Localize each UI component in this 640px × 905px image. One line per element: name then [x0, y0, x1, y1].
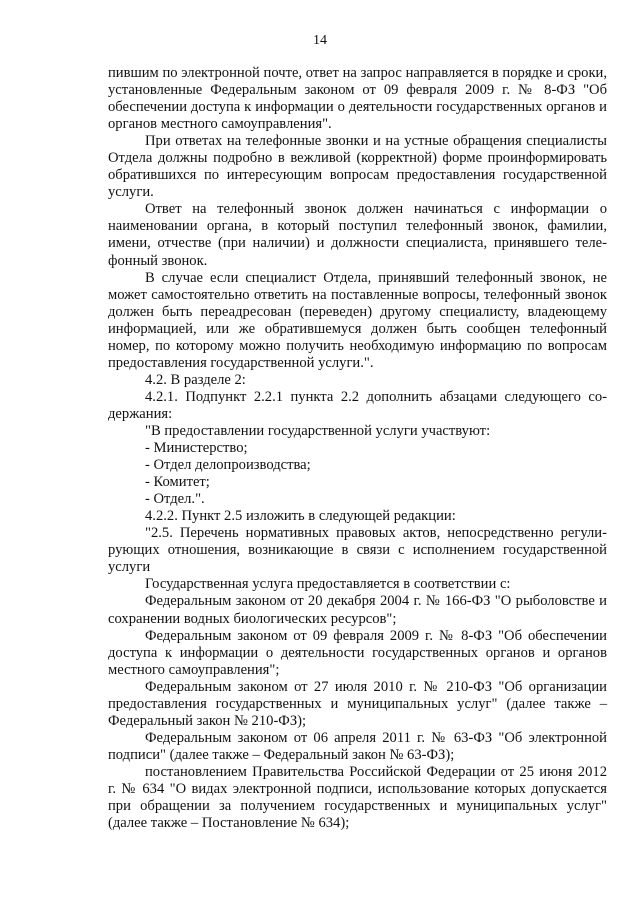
legal-act-item: Федеральным законом от 27 июля 2010 г. № 210-ФЗ "Об организации предоставления государственных и муниципальных услуг" (далее также – Федеральный закон № 210-ФЗ);: [108, 678, 607, 729]
list-item: - Министерство;: [145, 440, 248, 457]
page-number: 14: [313, 33, 327, 48]
list-item: - Отдел.".: [145, 491, 205, 508]
legal-act-item: Федеральным законом от 06 апреля 2011 г. № 63-ФЗ "Об электронной подписи" (далее также – Федеральный закон № 63-ФЗ);: [108, 729, 607, 763]
legal-act-item: Федеральным законом от 09 февраля 2009 г. № 8-ФЗ "Об обеспечении доступа к информации о деятельности государственных органов и органов местного самоуправления";: [108, 627, 607, 678]
document-body: [108, 65, 607, 832]
paragraph: "В предоставлении государственной услуги участвуют:: [145, 422, 491, 439]
paragraph: 4.2.1. Подпункт 2.2.1 пункта 2.2 дополнить абзацами следующего содержания:: [108, 388, 607, 422]
section-heading: 4.2. В разделе 2:: [145, 371, 246, 388]
paragraph: Ответ на телефонный звонок должен начинаться с информации о наименовании органа, в который поступил телефонный звонок, фамилии, имени, отчестве (при наличии) и должности специалиста, принявшего телефонный звонок.: [108, 201, 607, 269]
legal-act-item: постановлением Правительства Российской Федерации от 25 июня 2012 г. № 634 "О видах электронной подписи, использование которых допускается при обращении за получением государственных и муниципальных услуг" (далее также – Постановление № 634);: [108, 763, 607, 832]
paragraph: "2.5. Перечень нормативных правовых актов, непосредственно регулирующих отношения, возникающие в связи с исполнением государственной услуги: [108, 525, 607, 576]
paragraph: Государственная услуга предоставляется в соответствии с:: [145, 576, 511, 593]
paragraph: В случае если специалист Отдела, принявший телефонный звонок, не может самостоятельно ответить на поставленные вопросы, телефонный звонок должен быть переадресован (переведен) другому специалисту, владеющему информацией, или же обратившемуся должен быть сообщен телефонный номер, по которому можно получить необходимую информацию по вопросам предоставления государственной услуги.".: [108, 269, 607, 371]
list-item: - Комитет;: [145, 474, 210, 491]
paragraph: При ответах на телефонные звонки и на устные обращения специалисты Отдела должны подробно в вежливой (корректной) форме проинформировать обратившихся по интересующим вопросам предоставления государственной услуги.: [108, 133, 607, 201]
list-item: - Отдел делопроизводства;: [145, 457, 311, 474]
paragraph: 4.2.2. Пункт 2.5 изложить в следующей редакции:: [145, 508, 456, 525]
legal-act-item: Федеральным законом от 20 декабря 2004 г. № 166-ФЗ "О рыболовстве и сохранении водных биологических ресурсов";: [108, 593, 607, 627]
paragraph: пившим по электронной почте, ответ на запрос направляется в порядке и сроки, установленные Федеральным законом от 09 февраля 2009 г. № 8-ФЗ "Об обеспечении доступа к информации о деятельности государственных органов и органов местного самоуправления".: [108, 65, 607, 133]
